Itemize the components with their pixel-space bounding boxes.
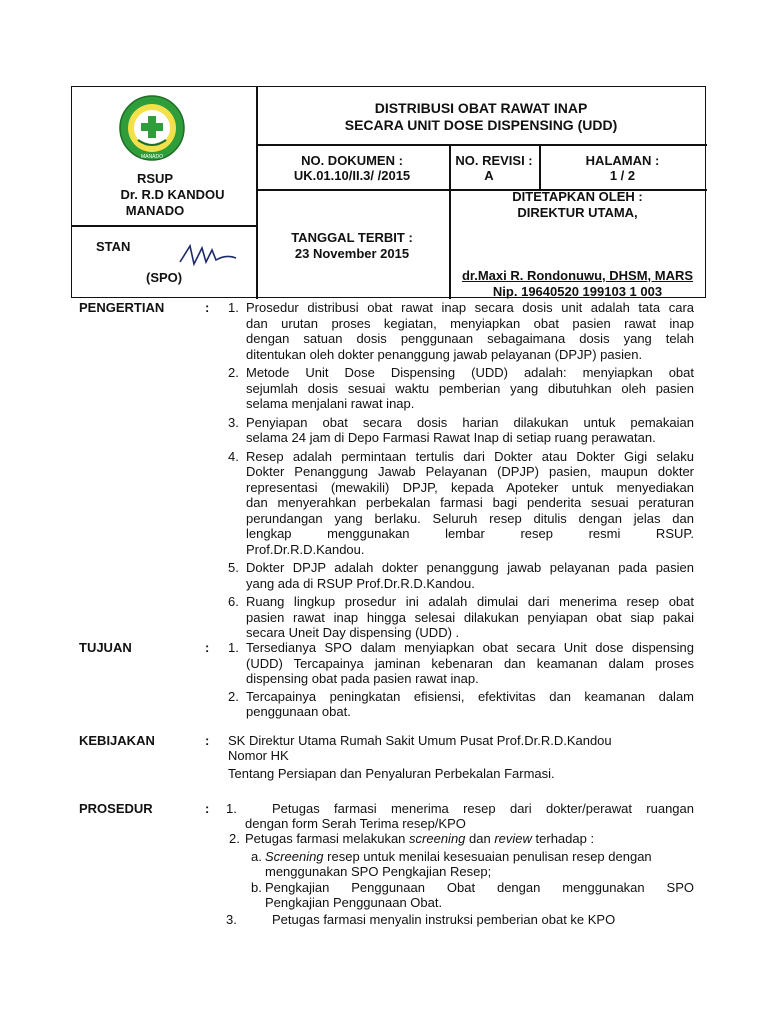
prosedur-step2a-line2: menggunakan SPO Pengkajian Resep; [265, 864, 492, 879]
signer-name: dr.Maxi R. Rondonuwu, DHSM, MARS [461, 268, 694, 283]
prosedur-step2-num: 2. [229, 831, 240, 846]
kebijakan-colon: : [205, 733, 210, 748]
pengertian-item-line: dan urutan proses kegiatan, menyiapkan obat pasien rawat inap [246, 315, 694, 331]
prosedur-step1-num: 1. [226, 801, 237, 816]
page-label: HALAMAN : [585, 153, 660, 168]
pengertian-item-num: 2. [228, 365, 239, 380]
prosedur-step1-line1: Petugas farmasi menerima resep dari dokter/perawat ruangan [272, 801, 694, 816]
prosedur-step1-line2: dengan form Serah Terima resep/KPO [245, 816, 466, 831]
prosedur-step2b-num: b. [251, 880, 262, 895]
doc-number-label: NO. DOKUMEN : [301, 153, 403, 168]
spo-label: (SPO) [146, 270, 183, 285]
hospital-logo-icon [118, 94, 186, 162]
tujuan-item-line: penggunaan obat. [246, 704, 351, 719]
signer-nip: Nip. 19640520 199103 1 003 [492, 284, 663, 299]
prosedur-step2a-line1: Screening resep untuk menilai kesesuaian penulisan resep dengan [265, 849, 652, 864]
pengertian-item-num: 1. [228, 300, 239, 315]
prosedur-step2b-line2: Pengkajian Penggunaan Obat. [265, 895, 443, 910]
kebijakan-line2: Nomor HK [228, 748, 289, 763]
kebijakan-line3: Tentang Persiapan dan Penyaluran Perbekalan Farmasi. [228, 766, 555, 781]
prosedur-label: PROSEDUR [79, 801, 153, 816]
doc-number-value: UK.01.10/II.3/ /2015 [293, 168, 411, 183]
pengertian-item-line: ditentukan oleh dokter penanggung jawab pelayanan (DPJP) pasien. [246, 346, 643, 362]
divider-h3 [72, 225, 256, 227]
tujuan-item-num: 2. [228, 688, 239, 704]
pengertian-item-line: selama menjalani rawat inap. [246, 396, 415, 411]
document-title-line1: DISTRIBUSI OBAT RAWAT INAP [374, 100, 588, 116]
prosedur-step2-text: Petugas farmasi melakukan screening dan review terhadap : [245, 831, 595, 846]
approved-by-title: DIREKTUR UTAMA, [517, 205, 638, 220]
issue-date-value: 23 November 2015 [294, 246, 410, 261]
prosedur-step2a-num: a. [251, 849, 262, 864]
prosedur-colon: : [205, 801, 210, 816]
pengertian-item-num: 3. [228, 414, 239, 430]
revision-value: A [484, 168, 494, 183]
pengertian-item-line: pasien rawat inap hingga selesai dilakukan penyiapan obat siap pakai [246, 609, 694, 625]
pengertian-item-line: sejumlah dosis sesuai waktu pemberian yang dibutuhkan oleh pasien [246, 380, 694, 396]
revision-label: NO. REVISI : [455, 153, 533, 168]
tujuan-item-line: Tercapainya peningkatan efisiensi, efektivitas dan keamanan dalam [246, 688, 694, 704]
tujuan-colon: : [205, 640, 210, 655]
issue-date-label: TANGGAL TERBIT : [291, 230, 413, 245]
pengertian-item-line: dengan satuan dosis penggunaan sebagaimana dosis yang telah [246, 331, 694, 346]
pengertian-item-line: dan menyerahkan perbekalan farmasi bagi penderita sesuai peraturan [246, 495, 694, 510]
pengertian-item-num: 6. [228, 594, 239, 609]
svg-text:MANADO: MANADO [141, 154, 163, 160]
pengertian-item-line: yang ada di RSUP Prof.Dr.R.D.Kandou. [246, 575, 475, 591]
page-value: 1 / 2 [609, 168, 636, 183]
pengertian-item-num: 4. [228, 448, 239, 464]
pengertian-label: PENGERTIAN [79, 300, 165, 315]
document-title-line2: SECARA UNIT DOSE DISPENSING (UDD) [344, 117, 618, 133]
tujuan-label: TUJUAN [79, 640, 132, 655]
pengertian-item-line: perundangan yang berlaku. Seluruh resep ditulis dengan jelas dan [246, 510, 694, 526]
tujuan-item-num: 1. [228, 640, 239, 655]
pengertian-item-line: Resep adalah permintaan tertulis dari Dokter atau Dokter Gigi selaku [246, 448, 694, 464]
pengertian-item-line: Penyiapan obat secara dosis harian dilakukan untuk pemakaian [246, 414, 694, 430]
hospital-name-line3: MANADO [125, 203, 185, 218]
hospital-name-line2: Dr. R.D KANDOU [120, 187, 225, 202]
prosedur-step2b-line1: Pengkajian Penggunaan Obat dengan menggunakan SPO [265, 880, 694, 895]
kebijakan-line1: SK Direktur Utama Rumah Sakit Umum Pusat Prof.Dr.R.D.Kandou [228, 733, 612, 748]
hospital-name-line1: RSUP [136, 171, 174, 186]
signature-icon [176, 240, 246, 270]
pengertian-item-line: representasi (mewakili) DPJP, kepada Apoteker untuk menyediakan [246, 479, 694, 495]
prosedur-step3-line1: Petugas farmasi menyalin instruksi pemberian obat ke KPO [272, 912, 616, 927]
pengertian-item-num: 5. [228, 560, 239, 575]
tujuan-item-line: Tersedianya SPO dalam menyiapkan obat secara Unit dose dispensing [246, 640, 694, 655]
pengertian-item-line: lengkap menggunakan lembar resep resmi RSUP. [246, 526, 694, 541]
pengertian-item-line: Dokter Penanggung Jawab Pelayanan (DPJP) pasien, maupun dokter [246, 464, 694, 479]
pengertian-item-line: selama 24 jam di Depo Farmasi Rawat Inap di setiap ruang perawatan. [246, 430, 656, 445]
pengertian-item-line: Ruang lingkup prosedur ini adalah dimulai dari menerima resep obat [246, 594, 694, 609]
standard-label: STAN [96, 239, 131, 254]
kebijakan-label: KEBIJAKAN [79, 733, 155, 748]
pengertian-item-line: Metode Unit Dose Dispensing (UDD) adalah: menyiapkan obat [246, 365, 694, 380]
tujuan-item-line: (UDD) Tercapainya jaminan kebenaran dan keamanan dalam proses [246, 655, 694, 671]
pengertian-item-line: Dokter DPJP adalah dokter penanggung jawab pelayanan pada pasien [246, 560, 694, 575]
tujuan-item-line: dispensing obat pada pasien rawat inap. [246, 671, 479, 686]
pengertian-item-line: Prosedur distribusi obat rawat inap secara dosis unit adalah tata cara [246, 300, 694, 315]
divider-h1 [256, 144, 707, 146]
pengertian-item-line: Prof.Dr.R.D.Kandou. [246, 541, 365, 557]
pengertian-colon: : [205, 300, 210, 315]
approved-by-label: DITETAPKAN OLEH : [512, 189, 643, 204]
prosedur-step3-num: 3. [226, 912, 237, 927]
pengertian-item-line: secara Uneit Day dispensing (UDD) . [246, 625, 460, 640]
